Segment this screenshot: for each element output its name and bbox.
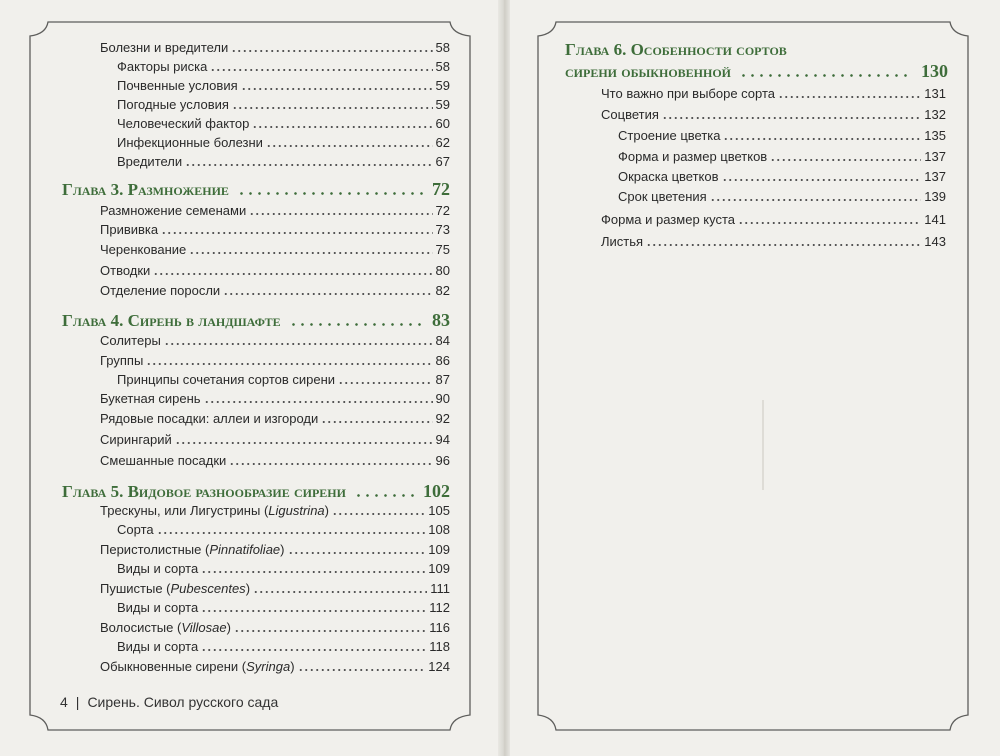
toc-entry[interactable] bbox=[100, 39, 450, 57]
dot-leader bbox=[175, 442, 433, 444]
dot-leader bbox=[332, 513, 425, 515]
toc-entry-title: Трескуны, или Лигустрины (Ligustrina) bbox=[100, 503, 329, 518]
dot-leader bbox=[201, 610, 426, 612]
latin-name: Pubescentes bbox=[170, 581, 246, 596]
toc-entry-page: 58 bbox=[435, 40, 450, 55]
dot-leader bbox=[189, 252, 432, 254]
toc-entry-title: Пушистые (Pubescentes) bbox=[100, 581, 251, 596]
dot-leader bbox=[164, 343, 433, 345]
toc-entry[interactable] bbox=[100, 580, 450, 598]
latin-name: Syringa bbox=[246, 659, 291, 674]
chapter-title: Глава 4. Сирень в ландшафте bbox=[62, 311, 281, 330]
toc-entry-page: 108 bbox=[428, 522, 450, 537]
toc-entry-title: Солитеры bbox=[100, 333, 161, 348]
dot-leader bbox=[778, 96, 921, 98]
toc-entry-page: 86 bbox=[435, 353, 450, 368]
toc-entry-page: 139 bbox=[924, 189, 946, 204]
toc-entry[interactable] bbox=[117, 153, 450, 171]
toc-entry[interactable] bbox=[100, 221, 450, 239]
toc-entry-title: Сирингарий bbox=[100, 432, 172, 447]
dot-leader bbox=[157, 532, 426, 534]
toc-entry-page: 90 bbox=[435, 391, 450, 406]
chapter-page: 102 bbox=[423, 481, 450, 501]
toc-entry-page: 75 bbox=[435, 242, 450, 257]
toc-entry[interactable] bbox=[100, 452, 450, 470]
dot-leader bbox=[289, 323, 424, 326]
dot-leader bbox=[646, 244, 921, 246]
toc-entry-title: Смешанные посадки bbox=[100, 453, 227, 468]
toc-entry-title: Вредители bbox=[117, 154, 183, 169]
left-page bbox=[0, 0, 498, 756]
toc-entry[interactable] bbox=[100, 658, 450, 676]
dot-leader bbox=[723, 138, 921, 140]
latin-name: Villosae bbox=[181, 620, 227, 635]
page-footer bbox=[60, 694, 278, 710]
book-title: Сирень. Сивол русского сада bbox=[87, 694, 279, 710]
toc-entry-page: 67 bbox=[435, 154, 450, 169]
toc-entry[interactable] bbox=[117, 115, 450, 133]
chapter-page: 72 bbox=[432, 179, 450, 199]
dot-leader bbox=[770, 159, 921, 161]
toc-entry-title: Сорта bbox=[117, 522, 154, 537]
toc-entry[interactable] bbox=[601, 211, 946, 229]
toc-entry[interactable] bbox=[117, 58, 450, 76]
toc-entry-title: Форма и размер цветков bbox=[618, 149, 768, 164]
toc-entry-title: Виды и сорта bbox=[117, 600, 199, 615]
chapter-6-heading-line2[interactable] bbox=[565, 60, 948, 82]
chapter-title: Глава 3. Размножение bbox=[62, 180, 229, 199]
toc-entry-title: Обыкновенные сирени (Syringa) bbox=[100, 659, 295, 674]
toc-entry[interactable] bbox=[117, 77, 450, 95]
toc-entry-page: 60 bbox=[435, 116, 450, 131]
toc-entry[interactable] bbox=[117, 96, 450, 114]
dot-leader bbox=[231, 50, 432, 52]
dot-leader bbox=[354, 494, 415, 497]
toc-entry-page: 112 bbox=[429, 600, 450, 615]
toc-entry[interactable] bbox=[100, 619, 450, 637]
dot-leader bbox=[662, 117, 921, 119]
dot-leader bbox=[266, 145, 433, 147]
dot-leader bbox=[253, 591, 427, 593]
toc-entry-title: Волосистые (Villosae) bbox=[100, 620, 231, 635]
toc-entry-page: 96 bbox=[435, 453, 450, 468]
chapter-title: Глава 6. Особенности сортов bbox=[565, 40, 787, 59]
toc-entry-page: 62 bbox=[435, 135, 450, 150]
toc-entry-title: Отделение поросли bbox=[100, 283, 221, 298]
toc-entry[interactable] bbox=[100, 282, 450, 300]
dot-leader bbox=[288, 552, 426, 554]
toc-entry[interactable] bbox=[100, 262, 450, 280]
toc-entry-page: 59 bbox=[435, 97, 450, 112]
dot-leader bbox=[204, 401, 433, 403]
toc-entry-page: 137 bbox=[924, 169, 946, 184]
toc-entry[interactable] bbox=[100, 390, 450, 408]
dot-leader bbox=[237, 192, 424, 195]
dot-leader bbox=[739, 74, 913, 77]
dot-leader bbox=[201, 571, 425, 573]
toc-entry-page: 59 bbox=[435, 78, 450, 93]
toc-entry-page: 87 bbox=[435, 372, 450, 387]
toc-entry[interactable] bbox=[100, 241, 450, 259]
toc-entry-page: 94 bbox=[435, 432, 450, 447]
toc-entry[interactable] bbox=[100, 541, 450, 559]
toc-entry[interactable] bbox=[117, 638, 450, 656]
toc-entry[interactable] bbox=[100, 502, 450, 520]
dot-leader bbox=[338, 382, 432, 384]
toc-entry-title: Почвенные условия bbox=[117, 78, 238, 93]
toc-entry-page: 135 bbox=[924, 128, 946, 143]
toc-entry-title: Срок цветения bbox=[618, 189, 707, 204]
toc-entry[interactable] bbox=[601, 85, 946, 103]
toc-entry[interactable] bbox=[117, 560, 450, 578]
toc-entry-title: Виды и сорта bbox=[117, 639, 199, 654]
book-gutter bbox=[498, 0, 510, 756]
toc-entry-page: 109 bbox=[428, 542, 450, 557]
chapter-5-heading[interactable] bbox=[62, 480, 450, 502]
toc-entry-title: Факторы риска bbox=[117, 59, 208, 74]
toc-entry-title: Человеческий фактор bbox=[117, 116, 250, 131]
toc-entry[interactable] bbox=[100, 410, 450, 428]
toc-entry[interactable] bbox=[618, 188, 946, 206]
toc-entry-title: Форма и размер куста bbox=[601, 212, 736, 227]
toc-entry[interactable] bbox=[618, 168, 946, 186]
toc-entry-title: Принципы сочетания сортов сирени bbox=[117, 372, 336, 387]
toc-entry-page: 118 bbox=[429, 639, 450, 654]
toc-entry-title: Что важно при выборе сорта bbox=[601, 86, 776, 101]
dot-leader bbox=[241, 88, 433, 90]
toc-entry-title: Черенкование bbox=[100, 242, 187, 257]
toc-entry-title: Инфекционные болезни bbox=[117, 135, 263, 150]
latin-name: Ligustrina bbox=[268, 503, 325, 518]
chapter-6-heading-line1[interactable] bbox=[565, 40, 945, 60]
toc-entry[interactable] bbox=[601, 106, 946, 124]
toc-entry-page: 131 bbox=[924, 86, 946, 101]
footer-separator: | bbox=[75, 694, 80, 710]
toc-entry[interactable] bbox=[117, 134, 450, 152]
page-number: 4 bbox=[60, 694, 68, 710]
chapter-3-heading[interactable] bbox=[62, 178, 450, 200]
toc-entry[interactable] bbox=[100, 352, 450, 370]
toc-entry-title: Перистолистные (Pinnatifoliae) bbox=[100, 542, 285, 557]
toc-entry-title: Отводки bbox=[100, 263, 151, 278]
toc-entry-page: 111 bbox=[430, 581, 450, 596]
toc-entry-title: Рядовые посадки: аллеи и изгороди bbox=[100, 411, 319, 426]
dot-leader bbox=[161, 232, 432, 234]
toc-entry-title: Прививка bbox=[100, 222, 159, 237]
toc-entry-title: Соцветия bbox=[601, 107, 659, 122]
toc-entry-title: Болезни и вредители bbox=[100, 40, 229, 55]
toc-entry-title: Листья bbox=[601, 234, 644, 249]
toc-entry[interactable] bbox=[100, 431, 450, 449]
toc-entry-title: Строение цветка bbox=[618, 128, 721, 143]
toc-entry-page: 58 bbox=[435, 59, 450, 74]
toc-entry-page: 141 bbox=[924, 212, 946, 227]
dot-leader bbox=[722, 179, 922, 181]
dot-leader bbox=[298, 669, 426, 671]
toc-entry[interactable] bbox=[117, 371, 450, 389]
toc-entry[interactable] bbox=[117, 521, 450, 539]
toc-entry-title: Букетная сирень bbox=[100, 391, 201, 406]
dot-leader bbox=[252, 126, 432, 128]
toc-entry[interactable] bbox=[618, 127, 946, 145]
toc-entry-title: Виды и сорта bbox=[117, 561, 199, 576]
dot-leader bbox=[210, 69, 432, 71]
dot-leader bbox=[232, 107, 433, 109]
toc-entry-page: 132 bbox=[924, 107, 946, 122]
toc-entry-title: Размножение семенами bbox=[100, 203, 247, 218]
toc-entry[interactable] bbox=[601, 233, 946, 251]
toc-entry[interactable] bbox=[100, 332, 450, 350]
dot-leader bbox=[229, 463, 432, 465]
toc-entry-page: 105 bbox=[428, 503, 450, 518]
dot-leader bbox=[738, 222, 921, 224]
toc-entry[interactable] bbox=[117, 599, 450, 617]
toc-entry-page: 124 bbox=[428, 659, 450, 674]
toc-entry-page: 84 bbox=[435, 333, 450, 348]
toc-entry-page: 143 bbox=[924, 234, 946, 249]
latin-name: Pinnatifoliae bbox=[209, 542, 281, 557]
toc-entry[interactable] bbox=[100, 202, 450, 220]
chapter-page: 130 bbox=[921, 61, 948, 81]
dot-leader bbox=[249, 213, 432, 215]
dot-leader bbox=[185, 164, 432, 166]
dot-leader bbox=[201, 649, 426, 651]
toc-entry-title: Группы bbox=[100, 353, 144, 368]
toc-entry-title: Погодные условия bbox=[117, 97, 229, 112]
paper-mark bbox=[762, 400, 764, 490]
dot-leader bbox=[321, 421, 432, 423]
toc-entry-page: 80 bbox=[435, 263, 450, 278]
dot-leader bbox=[234, 630, 426, 632]
toc-entry-page: 92 bbox=[435, 411, 450, 426]
toc-entry-page: 73 bbox=[435, 222, 450, 237]
chapter-title: Глава 5. Видовое разнообразие сирени bbox=[62, 482, 346, 501]
dot-leader bbox=[153, 273, 432, 275]
toc-entry-page: 72 bbox=[435, 203, 450, 218]
toc-entry-page: 82 bbox=[435, 283, 450, 298]
chapter-page: 83 bbox=[432, 310, 450, 330]
toc-entry-page: 137 bbox=[924, 149, 946, 164]
dot-leader bbox=[223, 293, 432, 295]
chapter-4-heading[interactable] bbox=[62, 309, 450, 331]
chapter-title-cont: сирени обыкновенной bbox=[565, 62, 732, 81]
dot-leader bbox=[710, 199, 922, 201]
toc-entry-page: 116 bbox=[429, 620, 450, 635]
toc-entry-page: 109 bbox=[428, 561, 450, 576]
toc-entry-title: Окраска цветков bbox=[618, 169, 719, 184]
dot-leader bbox=[146, 363, 432, 365]
toc-entry[interactable] bbox=[618, 148, 946, 166]
